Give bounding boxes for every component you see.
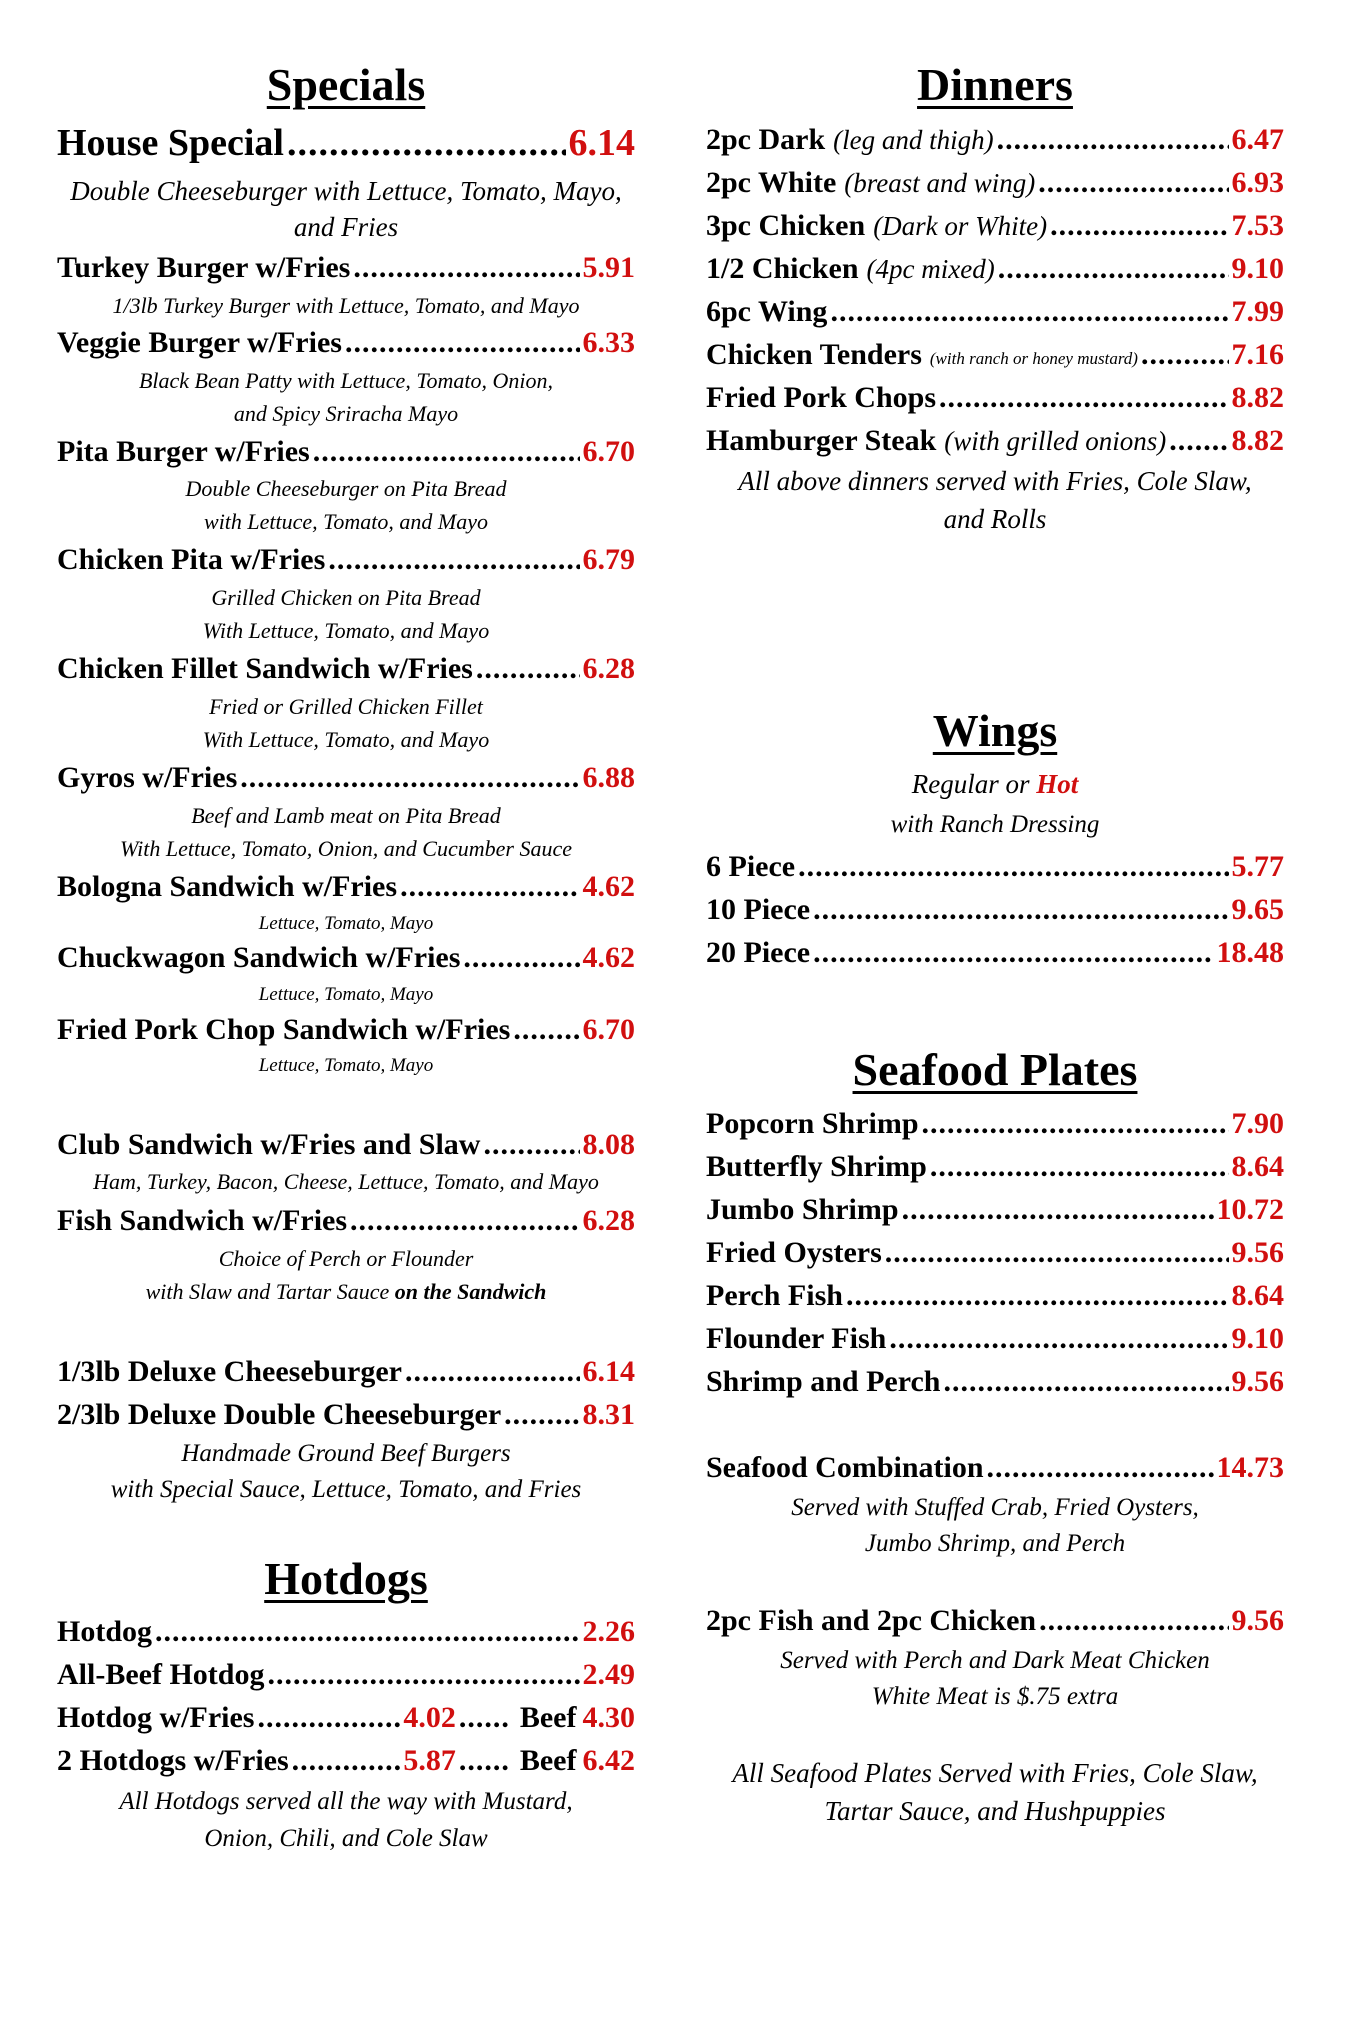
item-price: 4.02 xyxy=(403,1701,456,1734)
menu-item xyxy=(57,437,635,467)
menu-item xyxy=(706,1109,1284,1139)
dot-leader xyxy=(463,943,579,973)
beef-price: 4.30 xyxy=(582,1701,635,1734)
item-price: 8.82 xyxy=(1231,424,1284,457)
item-price: 9.10 xyxy=(1231,252,1284,285)
hotdogs-heading: Hotdogs xyxy=(264,1553,428,1604)
item-description: Served with Stuffed Crab, Fried Oysters, xyxy=(791,1494,1199,1521)
item-price: 6.70 xyxy=(582,435,635,468)
item-price: 4.62 xyxy=(582,941,635,974)
menu-item-seafood-combination xyxy=(706,1453,1284,1483)
dot-leader xyxy=(504,1400,579,1430)
item-price: 5.87 xyxy=(403,1744,456,1777)
menu-item xyxy=(706,340,1284,370)
menu-item xyxy=(57,654,635,684)
item-description xyxy=(57,1281,635,1303)
section-note: All above dinners served with Fries, Cole Slaw, xyxy=(738,466,1252,496)
item-description: and Spicy Sriracha Mayo xyxy=(233,401,459,426)
item-label: 20 Piece xyxy=(706,936,811,969)
menu-item xyxy=(57,545,635,575)
menu-item xyxy=(706,254,1284,284)
menu-item xyxy=(57,1400,635,1430)
menu-item-fish-and-chicken xyxy=(706,1606,1284,1636)
beef-label: Beef xyxy=(519,1744,577,1777)
menu-item xyxy=(706,1238,1284,1268)
wings-subtitle-2: with Ranch Dressing xyxy=(890,811,1100,838)
item-label: Hotdog xyxy=(57,1615,153,1648)
dot-leader xyxy=(292,1746,401,1776)
dot-leader xyxy=(287,124,566,162)
menu-item xyxy=(706,1152,1284,1182)
item-description: Beef and Lamb meat on Pita Bread xyxy=(191,803,501,828)
item-description: Lettuce, Tomato, Mayo xyxy=(258,913,434,934)
item-price: 6.14 xyxy=(582,1355,635,1388)
wings-subtitle-hot: Hot xyxy=(1036,769,1079,799)
menu-item xyxy=(706,383,1284,413)
menu-item xyxy=(57,1660,635,1690)
menu-item xyxy=(57,1357,635,1387)
menu-item xyxy=(706,426,1284,456)
item-label: All-Beef Hotdog xyxy=(57,1658,265,1691)
item-price: 14.73 xyxy=(1216,1451,1284,1484)
menu-item xyxy=(706,938,1284,968)
item-label: Gyros w/Fries xyxy=(57,761,238,794)
dot-leader xyxy=(155,1617,579,1647)
dot-leader xyxy=(513,1015,579,1045)
item-description: with Special Sauce, Lettuce, Tomato, and Fries xyxy=(110,1476,582,1503)
item-price: 6.93 xyxy=(1231,166,1284,199)
item-label: House Special xyxy=(57,122,284,164)
item-description: and Fries xyxy=(293,212,399,242)
menu-item xyxy=(706,211,1284,241)
item-description: Fried or Grilled Chicken Fillet xyxy=(209,694,483,719)
dot-leader xyxy=(930,1152,1229,1182)
dot-leader xyxy=(998,254,1229,284)
item-label: 2 Hotdogs w/Fries xyxy=(57,1744,289,1777)
dot-leader xyxy=(313,437,580,467)
dot-leader xyxy=(830,297,1228,327)
item-description: Jumbo Shrimp, and Perch xyxy=(864,1530,1126,1557)
item-label: Fried Pork Chops xyxy=(706,381,937,414)
item-description: Black Bean Patty with Lettuce, Tomato, Onion, xyxy=(138,368,554,393)
dot-leader xyxy=(902,1195,1214,1225)
item-label: 6 Piece xyxy=(706,850,796,883)
dot-leader xyxy=(476,654,580,684)
seafood-heading: Seafood Plates xyxy=(852,1044,1138,1095)
wings-subtitle xyxy=(706,771,1284,798)
item-description: With Lettuce, Tomato, and Mayo xyxy=(202,618,490,643)
item-description: Choice of Perch or Flounder xyxy=(218,1246,474,1271)
item-price: 6.88 xyxy=(582,761,635,794)
dinners-heading: Dinners xyxy=(917,59,1073,110)
dot-leader xyxy=(240,763,579,793)
dot-leader xyxy=(350,1206,579,1236)
menu-item xyxy=(57,1617,635,1647)
item-price: 7.53 xyxy=(1231,209,1284,242)
item-label: Chicken Tenders xyxy=(706,338,922,371)
item-price: 6.28 xyxy=(582,1204,635,1237)
item-description: Double Cheeseburger with Lettuce, Tomato, Mayo, xyxy=(70,176,622,206)
item-description: Double Cheeseburger on Pita Bread xyxy=(185,476,507,501)
menu-item xyxy=(57,253,635,283)
item-label: Hamburger Steak xyxy=(706,424,937,457)
dot-leader xyxy=(889,1324,1228,1354)
dot-leader xyxy=(459,1703,511,1733)
item-label: Jumbo Shrimp xyxy=(706,1193,899,1226)
item-note: (leg and thigh) xyxy=(833,125,994,155)
item-price: 9.10 xyxy=(1231,1322,1284,1355)
menu-item xyxy=(57,1703,635,1733)
item-label: Shrimp and Perch xyxy=(706,1365,941,1398)
item-price: 6.33 xyxy=(582,326,635,359)
item-description: Served with Perch and Dark Meat Chicken xyxy=(780,1647,1210,1674)
item-price: 5.91 xyxy=(582,251,635,284)
dot-leader xyxy=(257,1703,400,1733)
item-price: 2.49 xyxy=(582,1658,635,1691)
menu-item xyxy=(706,168,1284,198)
item-description: White Meat is $.75 extra xyxy=(871,1683,1119,1710)
dot-leader xyxy=(459,1746,511,1776)
section-note: Onion, Chili, and Cole Slaw xyxy=(204,1825,488,1852)
item-label: Pita Burger w/Fries xyxy=(57,435,310,468)
wings-subtitle-regular: Regular or xyxy=(911,769,1037,799)
beef-price: 6.42 xyxy=(582,1744,635,1777)
item-price: 8.82 xyxy=(1231,381,1284,414)
menu-item xyxy=(57,1015,635,1045)
item-label: 2/3lb Deluxe Double Cheeseburger xyxy=(57,1398,502,1431)
dot-leader xyxy=(1038,168,1228,198)
item-label: Fried Pork Chop Sandwich w/Fries xyxy=(57,1013,511,1046)
item-price: 8.31 xyxy=(582,1398,635,1431)
item-price: 4.62 xyxy=(582,870,635,903)
dot-leader xyxy=(1039,1606,1228,1636)
beef-label: Beef xyxy=(519,1701,577,1734)
dot-leader xyxy=(846,1281,1229,1311)
dot-leader xyxy=(813,895,1228,925)
item-price: 9.56 xyxy=(1231,1604,1284,1637)
section-note: and Rolls xyxy=(943,504,1047,534)
item-description: With Lettuce, Tomato, Onion, and Cucumber Sauce xyxy=(120,836,572,861)
item-label: Popcorn Shrimp xyxy=(706,1107,919,1140)
menu-item xyxy=(57,1746,635,1776)
item-label: Veggie Burger w/Fries xyxy=(57,326,342,359)
item-label: 1/2 Chicken xyxy=(706,252,859,285)
item-label: Bologna Sandwich w/Fries xyxy=(57,870,398,903)
item-label: Perch Fish xyxy=(706,1279,843,1312)
item-price: 6.79 xyxy=(582,543,635,576)
menu-item xyxy=(706,1195,1284,1225)
menu-item xyxy=(57,943,635,973)
item-description: 1/3lb Turkey Burger with Lettuce, Tomato, and Mayo xyxy=(112,293,580,318)
menu-item xyxy=(706,1281,1284,1311)
item-label: 2pc White xyxy=(706,166,837,199)
item-price: 7.16 xyxy=(1231,338,1284,371)
dot-leader xyxy=(943,1367,1228,1397)
dot-leader xyxy=(1169,426,1228,456)
dot-leader xyxy=(885,1238,1229,1268)
dot-leader xyxy=(1050,211,1228,241)
dot-leader xyxy=(328,545,579,575)
section-note: Tartar Sauce, and Hushpuppies xyxy=(824,1796,1166,1826)
dot-leader xyxy=(483,1130,579,1160)
menu-item-house-special xyxy=(57,124,635,162)
item-description: with Lettuce, Tomato, and Mayo xyxy=(204,509,488,534)
item-price: 8.08 xyxy=(582,1128,635,1161)
dot-leader xyxy=(405,1357,580,1387)
item-price: 2.26 xyxy=(582,1615,635,1648)
item-description-part: with Slaw and Tartar Sauce xyxy=(145,1279,395,1304)
item-label: Hotdog w/Fries xyxy=(57,1701,255,1734)
item-note: (4pc mixed) xyxy=(866,254,995,284)
item-price: 5.77 xyxy=(1231,850,1284,883)
item-description-emphasis: on the Sandwich xyxy=(394,1279,547,1304)
section-note: All Seafood Plates Served with Fries, Cole Slaw, xyxy=(732,1758,1258,1788)
item-description: Grilled Chicken on Pita Bread xyxy=(211,585,481,610)
item-label: Chicken Fillet Sandwich w/Fries xyxy=(57,652,473,685)
item-label: Seafood Combination xyxy=(706,1451,984,1484)
item-label: 3pc Chicken xyxy=(706,209,866,242)
dot-leader xyxy=(939,383,1228,413)
item-label: 1/3lb Deluxe Cheeseburger xyxy=(57,1355,402,1388)
item-price: 6.70 xyxy=(582,1013,635,1046)
menu-item xyxy=(57,328,635,358)
item-price: 8.64 xyxy=(1231,1150,1284,1183)
item-price: 7.99 xyxy=(1231,295,1284,328)
item-label: Chuckwagon Sandwich w/Fries xyxy=(57,941,461,974)
dot-leader xyxy=(1141,340,1229,370)
dot-leader xyxy=(400,872,579,902)
dot-leader xyxy=(267,1660,579,1690)
item-price: 6.47 xyxy=(1231,123,1284,156)
dot-leader xyxy=(813,938,1213,968)
dot-leader xyxy=(997,125,1229,155)
item-price: 6.28 xyxy=(582,652,635,685)
specials-heading: Specials xyxy=(266,59,426,110)
item-description: With Lettuce, Tomato, and Mayo xyxy=(202,727,490,752)
menu-item xyxy=(706,297,1284,327)
item-label: Fish Sandwich w/Fries xyxy=(57,1204,348,1237)
dot-leader xyxy=(345,328,580,358)
item-label: 2pc Fish and 2pc Chicken xyxy=(706,1604,1037,1637)
item-price: 7.90 xyxy=(1231,1107,1284,1140)
item-price: 18.48 xyxy=(1216,936,1284,969)
item-label: Flounder Fish xyxy=(706,1322,887,1355)
item-label: 10 Piece xyxy=(706,893,811,926)
item-description: Ham, Turkey, Bacon, Cheese, Lettuce, Tomato, and Mayo xyxy=(93,1169,599,1194)
item-note: (with grilled onions) xyxy=(944,426,1167,456)
dot-leader xyxy=(987,1453,1214,1483)
menu-item xyxy=(706,125,1284,155)
item-label: Butterfly Shrimp xyxy=(706,1150,927,1183)
item-note: (breast and wing) xyxy=(844,168,1036,198)
menu-item xyxy=(706,895,1284,925)
dot-leader xyxy=(922,1109,1229,1139)
menu-item xyxy=(57,1206,635,1236)
menu-item xyxy=(706,852,1284,882)
item-label: 2pc Dark xyxy=(706,123,826,156)
dot-leader xyxy=(798,852,1228,882)
item-description: Lettuce, Tomato, Mayo xyxy=(258,984,434,1005)
menu-item xyxy=(57,763,635,793)
dot-leader xyxy=(353,253,579,283)
item-price: 9.65 xyxy=(1231,893,1284,926)
section-note: All Hotdogs served all the way with Mustard, xyxy=(119,1788,573,1815)
item-label: Turkey Burger w/Fries xyxy=(57,251,351,284)
item-price: 9.56 xyxy=(1231,1365,1284,1398)
menu-item xyxy=(706,1324,1284,1354)
item-description: Lettuce, Tomato, Mayo xyxy=(258,1055,434,1076)
item-label: Fried Oysters xyxy=(706,1236,882,1269)
menu-item xyxy=(57,872,635,902)
item-label: Chicken Pita w/Fries xyxy=(57,543,326,576)
item-note: (with ranch or honey mustard) xyxy=(929,349,1138,368)
menu-item xyxy=(57,1130,635,1160)
item-description: Handmade Ground Beef Burgers xyxy=(181,1440,511,1467)
item-label: Club Sandwich w/Fries and Slaw xyxy=(57,1128,481,1161)
item-price: 10.72 xyxy=(1216,1193,1284,1226)
item-note: (Dark or White) xyxy=(873,211,1048,241)
wings-heading: Wings xyxy=(932,705,1058,756)
menu-item xyxy=(706,1367,1284,1397)
item-price: 8.64 xyxy=(1231,1279,1284,1312)
item-price: 9.56 xyxy=(1231,1236,1284,1269)
item-price: 6.14 xyxy=(568,122,635,164)
item-label: 6pc Wing xyxy=(706,295,828,328)
